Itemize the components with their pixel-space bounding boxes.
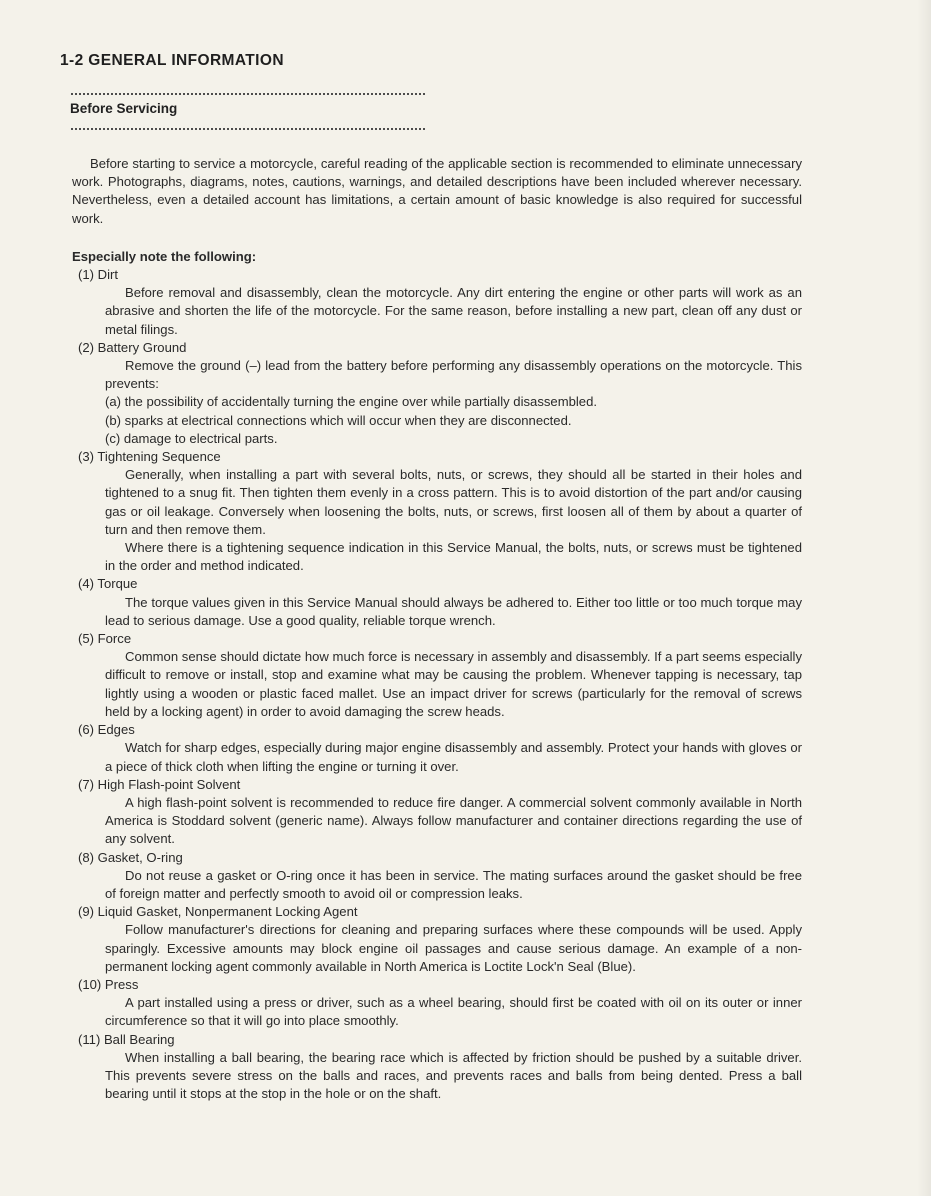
item-text: Where there is a tightening sequence indication in this Service Manual, the bolts, nuts, or screws must be tightened in the order and method indicated. — [105, 540, 802, 574]
item-text: A part installed using a press or driver, such as a wheel bearing, should first be coated with oil on its outer or inner circumference so that it will go into place smoothly. — [105, 995, 802, 1029]
item-text: Common sense should dictate how much force is necessary in assembly and disassembly. If a part seems especially difficult to remove or install, stop and examine what may be causing the problem. Whenever tapping is necessary, tap lightly using a wooden or plastic faced mallet. Use an impact driver for screws (particularly for the removal of screws held by a locking agent) in order to avoid damaging the screw heads. — [105, 649, 802, 719]
list-item — [72, 976, 802, 1031]
item-text: When installing a ball bearing, the bearing race which is affected by friction should be pushed by a suitable driver. This prevents severe stress on the balls and races, and prevents races and balls from being dented. Press a ball bearing until it stops at the stop in the hole or on the shaft. — [105, 1049, 802, 1102]
list-item — [72, 575, 802, 630]
item-text: Before removal and disassembly, clean the motorcycle. Any dirt entering the engine or other parts will work as an abrasive and shorten the life of the motorcycle. For the same reason, before installing a new part, clean off any dust or metal filings. — [105, 285, 802, 337]
item-text: Follow manufacturer's directions for cleaning and preparing surfaces where these compounds will be used. Apply sparingly. Excessive amounts may block engine oil passages and cause serious damage. An example of a non-permanent locking agent commonly available in North America is Loctite Lock'n Seal (Blue). — [105, 922, 802, 974]
page-edge-shadow — [917, 0, 931, 1196]
item-text: A high flash-point solvent is recommended to reduce fire danger. A commercial solvent commonly available in North America is Stoddard solvent (generic name). Always follow manufacturer and container directions regarding the use of any solvent. — [105, 794, 802, 847]
dotted-rule-bottom — [70, 127, 425, 131]
item-title: (2) Battery Ground — [78, 339, 187, 355]
page-body — [72, 155, 802, 1103]
item-text: Generally, when installing a part with several bolts, nuts, or screws, they should all be started in their holes and tightened to a snug fit. Then tighten them evenly in a cross pattern. This is to avoid distortion of the part and/or causing gas or oil leakage. Conversely when loosening the bolts, nuts, or screws, first loosen all of them by about a quarter of turn and then remove them. — [105, 467, 802, 537]
list-item — [72, 721, 802, 776]
item-title: (10) Press — [78, 976, 139, 992]
item-title: (8) Gasket, O-ring — [78, 849, 183, 865]
item-text: Watch for sharp edges, especially during major engine disassembly and assembly. Protect your hands with gloves or a piece of thick cloth when lifting the engine or turning it over. — [105, 740, 802, 774]
item-text: Remove the ground (–) lead from the battery before performing any disassembly operations on the motorcycle. This prevents: — [105, 358, 802, 392]
list-item — [72, 339, 802, 448]
item-title: (4) Torque — [78, 576, 138, 592]
list-item — [72, 776, 802, 849]
item-title: (11) Ball Bearing — [78, 1031, 175, 1047]
list-item — [72, 630, 802, 721]
intro-paragraph: Before starting to service a motorcycle, careful reading of the applicable section is recommended to eliminate unnecessary work. Photographs, diagrams, notes, cautions, warnings, and detailed descriptions have been included wherever necessary. Nevertheless, even a detailed account has limitations, a certain amount of basic knowledge is also required for successful work. — [72, 156, 802, 226]
item-title: (9) Liquid Gasket, Nonpermanent Locking Agent — [78, 904, 358, 920]
item-text: The torque values given in this Service Manual should always be adhered to. Either too little or too much torque may lead to serious damage. Use a good quality, reliable torque wrench. — [105, 594, 802, 628]
item-title: (1) Dirt — [78, 267, 119, 283]
item-title: (6) Edges — [78, 722, 135, 738]
item-title: (5) Force — [78, 631, 132, 647]
list-item — [72, 448, 802, 575]
note-heading: Especially note the following: — [72, 248, 257, 264]
list-item — [72, 849, 802, 904]
list-item — [72, 1031, 802, 1104]
list-item — [72, 903, 802, 976]
page-header: 1-2 GENERAL INFORMATION — [60, 52, 284, 69]
sub-item: (c) damage to electrical parts. — [105, 430, 278, 446]
sub-item: (a) the possibility of accidentally turning the engine over while partially disassembled. — [105, 394, 598, 410]
list-item — [72, 266, 802, 339]
item-title: (3) Tightening Sequence — [78, 449, 221, 465]
item-text: Do not reuse a gasket or O-ring once it has been in service. The mating surfaces around the gasket should be free of foreign matter and perfectly smooth to avoid oil or compression leaks. — [105, 867, 802, 901]
section-title: Before Servicing — [70, 101, 178, 116]
item-title: (7) High Flash-point Solvent — [78, 776, 241, 792]
sub-item: (b) sparks at electrical connections which will occur when they are disconnected. — [105, 412, 572, 428]
dotted-rule-top — [70, 92, 425, 96]
